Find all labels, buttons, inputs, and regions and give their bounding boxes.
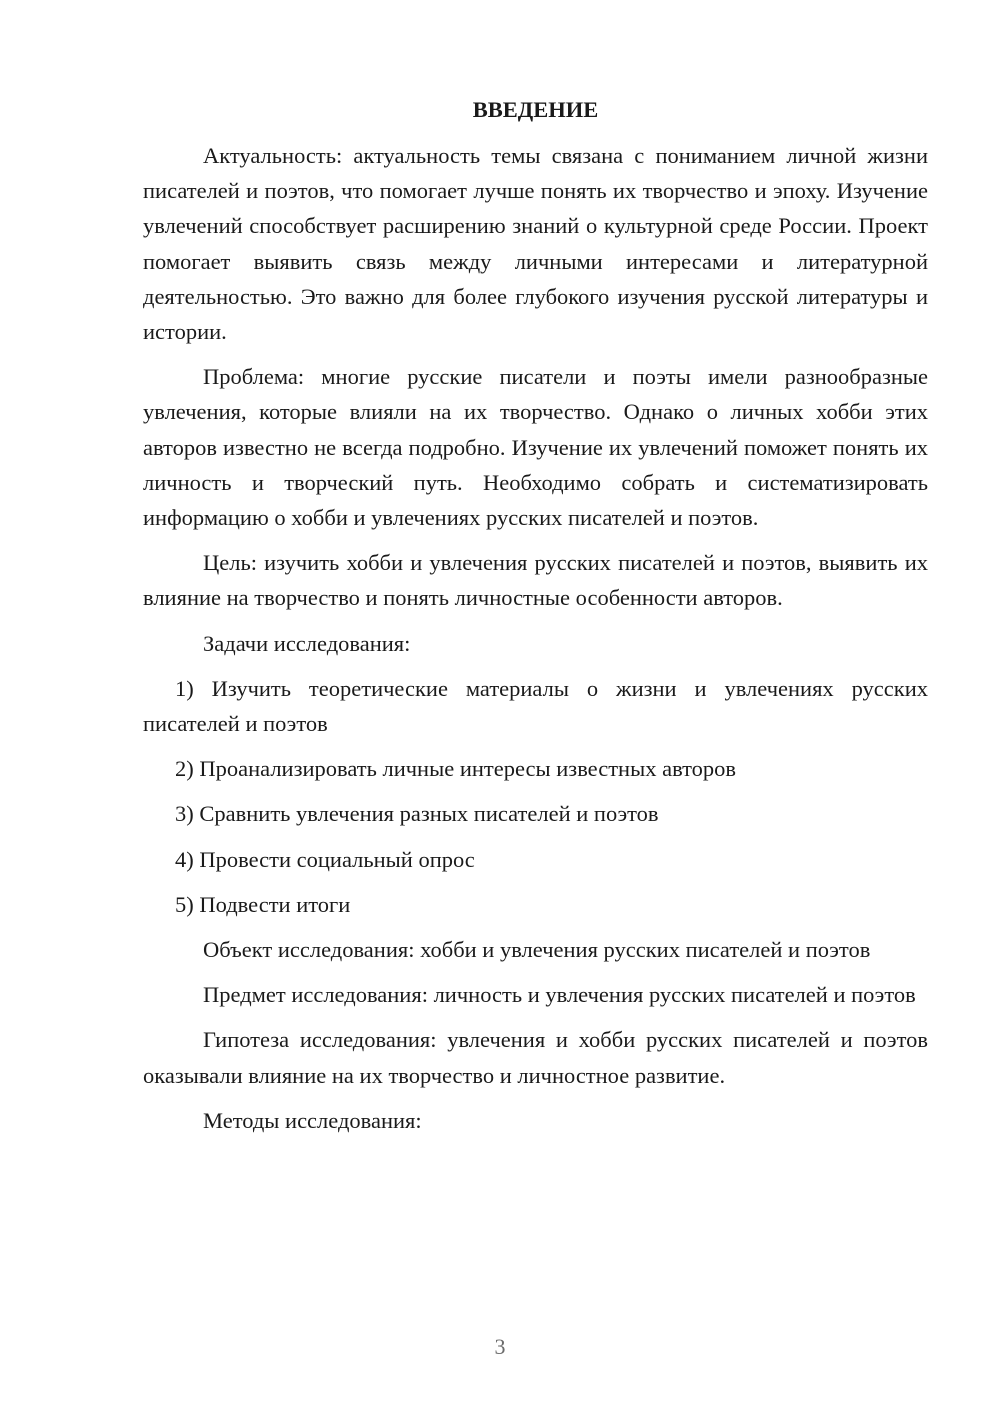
task-item-2: 2) Проанализировать личные интересы известных авторов (175, 756, 737, 782)
hypothesis-paragraph: Гипотеза исследования: увлечения и хобби русских писателей и поэтов оказывали влияние на их творчество и личностное развитие. (143, 1027, 928, 1088)
goal-paragraph: Цель: изучить хобби и увлечения русских писателей и поэтов, выявить их влияние на творчество и понять личностные особенности авторов. (143, 550, 928, 611)
task-item-4: 4) Провести социальный опрос (175, 846, 475, 872)
page-number: 3 (494, 1334, 506, 1359)
document-page (143, 92, 928, 1148)
relevance-paragraph: Актуальность: актуальность темы связана с пониманием личной жизни писателей и поэтов, что помогает лучше понять их творчество и эпоху. Изучение увлечений способствует расширению знаний о культурной среде России. Проект помогает выявить связь между личными интересами и литературной деятельностью. Это важно для более глубокого изучения русской литературы и истории. (143, 143, 928, 345)
section-title: ВВЕДЕНИЕ (472, 97, 599, 122)
problem-paragraph: Проблема: многие русские писатели и поэты имели разнообразные увлечения, которые влияли на их творчество. Однако о личных хобби этих авторов известно не всегда подробно. Изучение их увлечений поможет понять их личность и творческий путь. Необходимо собрать и систематизировать информацию о хобби и увлечениях русских писателей и поэтов. (143, 364, 928, 531)
subject-paragraph: Предмет исследования: личность и увлечения русских писателей и поэтов (203, 982, 916, 1008)
tasks-heading: Задачи исследования: (203, 630, 411, 656)
methods-heading: Методы исследования: (203, 1107, 422, 1133)
object-paragraph: Объект исследования: хобби и увлечения русских писателей и поэтов (203, 937, 871, 963)
task-item-3: 3) Сравнить увлечения разных писателей и поэтов (175, 801, 659, 827)
task-item-1: 1) Изучить теоретические материалы о жизни и увлечениях русских писателей и поэтов (143, 675, 928, 737)
task-item-5: 5) Подвести итоги (175, 891, 351, 917)
